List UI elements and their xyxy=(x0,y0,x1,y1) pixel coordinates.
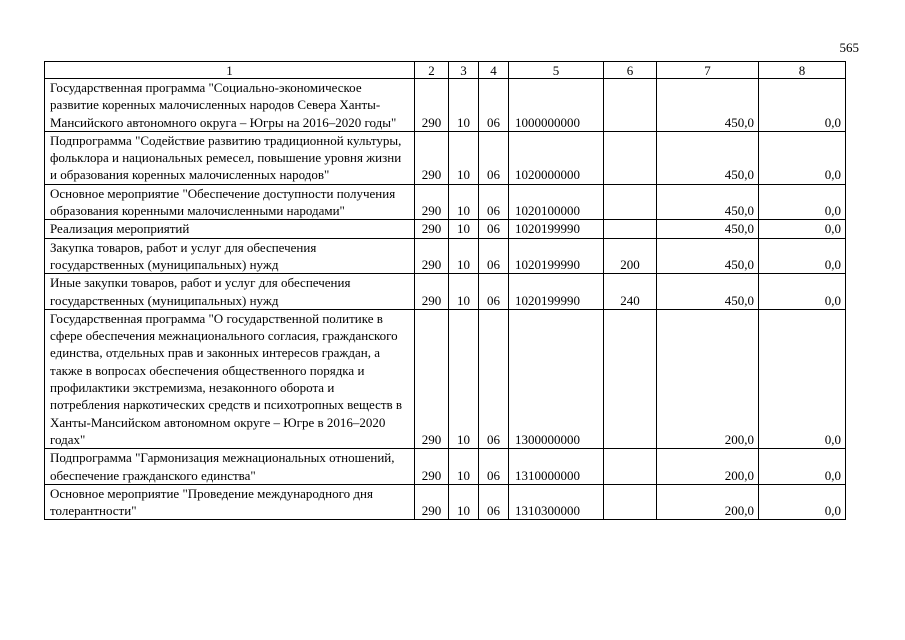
subsection-cell: 06 xyxy=(479,131,509,184)
row-name-cell: Основное мероприятие "Обеспечение доступности получения образования коренными малочисленными народами" xyxy=(45,184,415,220)
amount-cell: 0,0 xyxy=(759,79,846,132)
amount-cell: 450,0 xyxy=(657,220,759,238)
column-header-3: 3 xyxy=(449,62,479,79)
amount-cell: 0,0 xyxy=(759,238,846,274)
table-row xyxy=(45,449,846,485)
target-article-cell: 1310300000 xyxy=(509,484,604,520)
subsection-cell: 06 xyxy=(479,79,509,132)
code-cell: 290 xyxy=(415,309,449,448)
code-cell: 290 xyxy=(415,220,449,238)
expense-type-cell xyxy=(604,449,657,485)
section-cell: 10 xyxy=(449,484,479,520)
table-row xyxy=(45,220,846,238)
column-header-2: 2 xyxy=(415,62,449,79)
table-row xyxy=(45,131,846,184)
section-cell: 10 xyxy=(449,220,479,238)
expense-type-cell xyxy=(604,79,657,132)
table-row xyxy=(45,309,846,448)
amount-cell: 0,0 xyxy=(759,309,846,448)
code-cell: 290 xyxy=(415,274,449,310)
budget-table xyxy=(44,61,846,520)
section-cell: 10 xyxy=(449,274,479,310)
section-cell: 10 xyxy=(449,79,479,132)
table-row xyxy=(45,484,846,520)
expense-type-cell xyxy=(604,184,657,220)
row-name-cell: Государственная программа "О государственной политике в сфере обеспечения межнационального согласия, гражданского единства, отдельных прав и законных интересов граждан, а также в вопросах обеспечения общественного порядка и профилактики экстремизма, незаконного оборота и потребления наркотических средств и психотропных веществ в Ханты-Мансийском автономном округе – Югре в 2016–2020 годах" xyxy=(45,309,415,448)
expense-type-cell xyxy=(604,484,657,520)
amount-cell: 200,0 xyxy=(657,309,759,448)
amount-cell: 0,0 xyxy=(759,274,846,310)
row-name-cell: Государственная программа "Социально-экономическое развитие коренных малочисленных народов Севера Ханты-Мансийского автономного округа – Югры на 2016–2020 годы" xyxy=(45,79,415,132)
row-name-cell: Закупка товаров, работ и услуг для обеспечения государственных (муниципальных) нужд xyxy=(45,238,415,274)
amount-cell: 0,0 xyxy=(759,131,846,184)
target-article-cell: 1020100000 xyxy=(509,184,604,220)
target-article-cell: 1020199990 xyxy=(509,238,604,274)
amount-cell: 450,0 xyxy=(657,184,759,220)
target-article-cell: 1020000000 xyxy=(509,131,604,184)
code-cell: 290 xyxy=(415,79,449,132)
amount-cell: 0,0 xyxy=(759,449,846,485)
row-name-cell: Основное мероприятие "Проведение международного дня толерантности" xyxy=(45,484,415,520)
amount-cell: 0,0 xyxy=(759,484,846,520)
target-article-cell: 1020199990 xyxy=(509,220,604,238)
column-header-1: 1 xyxy=(45,62,415,79)
code-cell: 290 xyxy=(415,484,449,520)
column-header-8: 8 xyxy=(759,62,846,79)
amount-cell: 450,0 xyxy=(657,274,759,310)
page-number: 565 xyxy=(839,40,859,55)
target-article-cell: 1300000000 xyxy=(509,309,604,448)
amount-cell: 200,0 xyxy=(657,449,759,485)
table-row xyxy=(45,79,846,132)
table-row xyxy=(45,184,846,220)
subsection-cell: 06 xyxy=(479,449,509,485)
amount-cell: 0,0 xyxy=(759,184,846,220)
subsection-cell: 06 xyxy=(479,309,509,448)
code-cell: 290 xyxy=(415,449,449,485)
subsection-cell: 06 xyxy=(479,484,509,520)
amount-cell: 0,0 xyxy=(759,220,846,238)
target-article-cell: 1310000000 xyxy=(509,449,604,485)
subsection-cell: 06 xyxy=(479,220,509,238)
section-cell: 10 xyxy=(449,131,479,184)
column-header-5: 5 xyxy=(509,62,604,79)
row-name-cell: Реализация мероприятий xyxy=(45,220,415,238)
code-cell: 290 xyxy=(415,131,449,184)
code-cell: 290 xyxy=(415,238,449,274)
amount-cell: 200,0 xyxy=(657,484,759,520)
column-header-4: 4 xyxy=(479,62,509,79)
code-cell: 290 xyxy=(415,184,449,220)
section-cell: 10 xyxy=(449,184,479,220)
expense-type-cell: 200 xyxy=(604,238,657,274)
table-row xyxy=(45,238,846,274)
row-name-cell: Подпрограмма "Гармонизация межнациональных отношений, обеспечение гражданского единства" xyxy=(45,449,415,485)
amount-cell: 450,0 xyxy=(657,79,759,132)
expense-type-cell xyxy=(604,220,657,238)
amount-cell: 450,0 xyxy=(657,131,759,184)
amount-cell: 450,0 xyxy=(657,238,759,274)
column-header-6: 6 xyxy=(604,62,657,79)
section-cell: 10 xyxy=(449,449,479,485)
table-row xyxy=(45,274,846,310)
target-article-cell: 1020199990 xyxy=(509,274,604,310)
table-body xyxy=(45,79,846,520)
column-header-7: 7 xyxy=(657,62,759,79)
section-cell: 10 xyxy=(449,309,479,448)
expense-type-cell xyxy=(604,131,657,184)
expense-type-cell xyxy=(604,309,657,448)
target-article-cell: 1000000000 xyxy=(509,79,604,132)
expense-type-cell: 240 xyxy=(604,274,657,310)
section-cell: 10 xyxy=(449,238,479,274)
subsection-cell: 06 xyxy=(479,184,509,220)
column-header-row xyxy=(45,62,846,79)
row-name-cell: Подпрограмма "Содействие развитию традиционной культуры, фольклора и национальных ремесел, повышение уровня жизни и образования коренных малочисленных народов" xyxy=(45,131,415,184)
row-name-cell: Иные закупки товаров, работ и услуг для обеспечения государственных (муниципальных) нужд xyxy=(45,274,415,310)
subsection-cell: 06 xyxy=(479,238,509,274)
subsection-cell: 06 xyxy=(479,274,509,310)
